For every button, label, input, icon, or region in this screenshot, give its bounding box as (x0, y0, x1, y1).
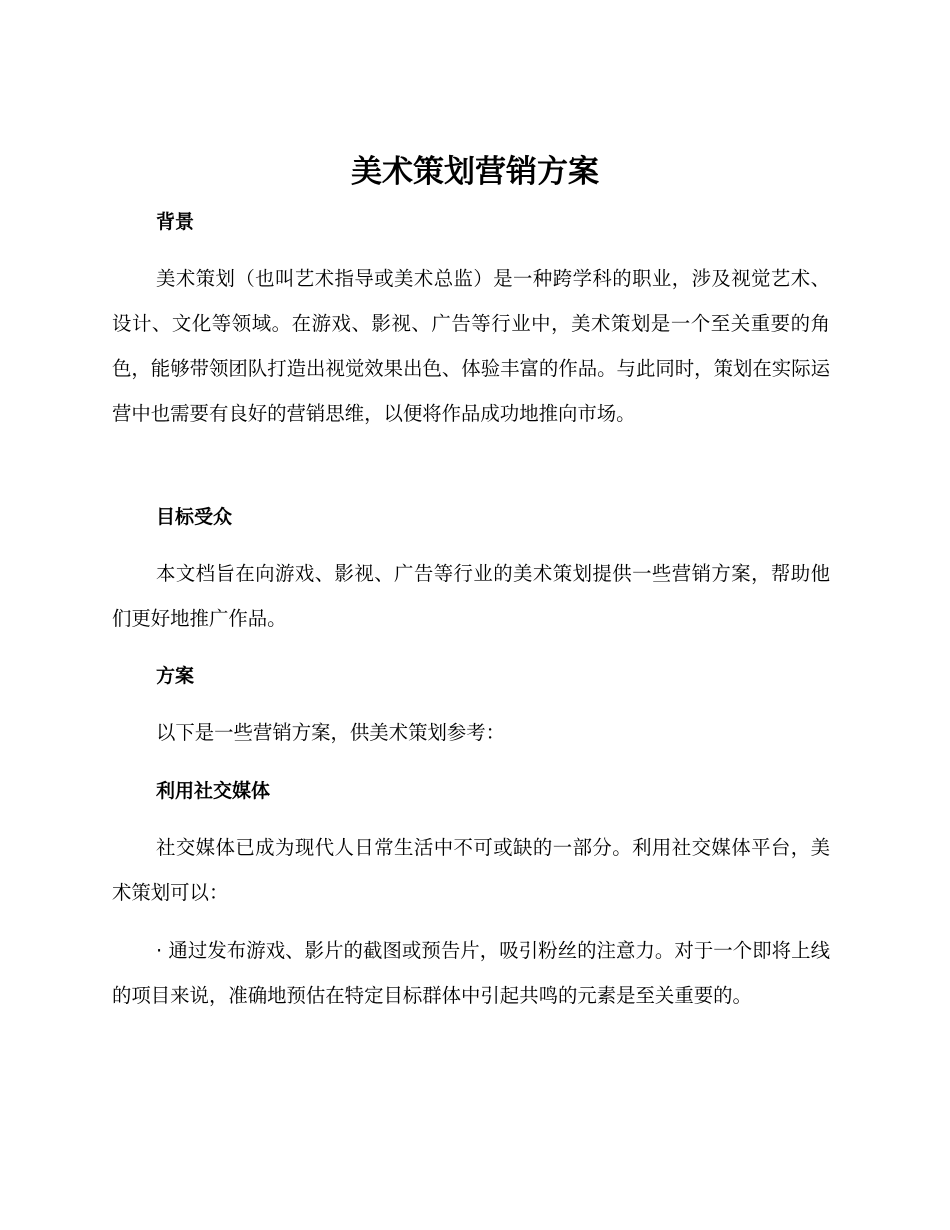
section-paragraph-background: 美术策划（也叫艺术指导或美术总监）是一种跨学科的职业，涉及视觉艺术、设计、文化等领域。在游戏、影视、广告等行业中，美术策划是一个至关重要的角色，能够带领团队打造出视觉效果出色、体验丰富的作品。与此同时，策划在实际运营中也需要有良好的营销思维，以便将作品成功地推向市场。 (112, 267, 830, 425)
section-heading-plan: 方案 (156, 665, 195, 687)
section-heading-background: 背景 (156, 211, 195, 233)
section-heading-target-audience: 目标受众 (156, 506, 233, 528)
bullet-item-social-media: · 通过发布游戏、影片的截图或预告片，吸引粉丝的注意力。对于一个即将上线的项目来说，准确地预估在特定目标群体中引起共鸣的元素是至关重要的。 (112, 939, 830, 1007)
document-title: 美术策划营销方案 (351, 154, 599, 190)
section-paragraph-plan: 以下是一些营销方案，供美术策划参考： (156, 721, 506, 744)
section-paragraph-social-media: 社交媒体已成为现代人日常生活中不可或缺的一部分。利用社交媒体平台，美术策划可以： (112, 836, 830, 904)
section-paragraph-target-audience: 本文档旨在向游戏、影视、广告等行业的美术策划提供一些营销方案，帮助他们更好地推广作品。 (112, 562, 830, 630)
section-heading-social-media: 利用社交媒体 (156, 780, 271, 802)
